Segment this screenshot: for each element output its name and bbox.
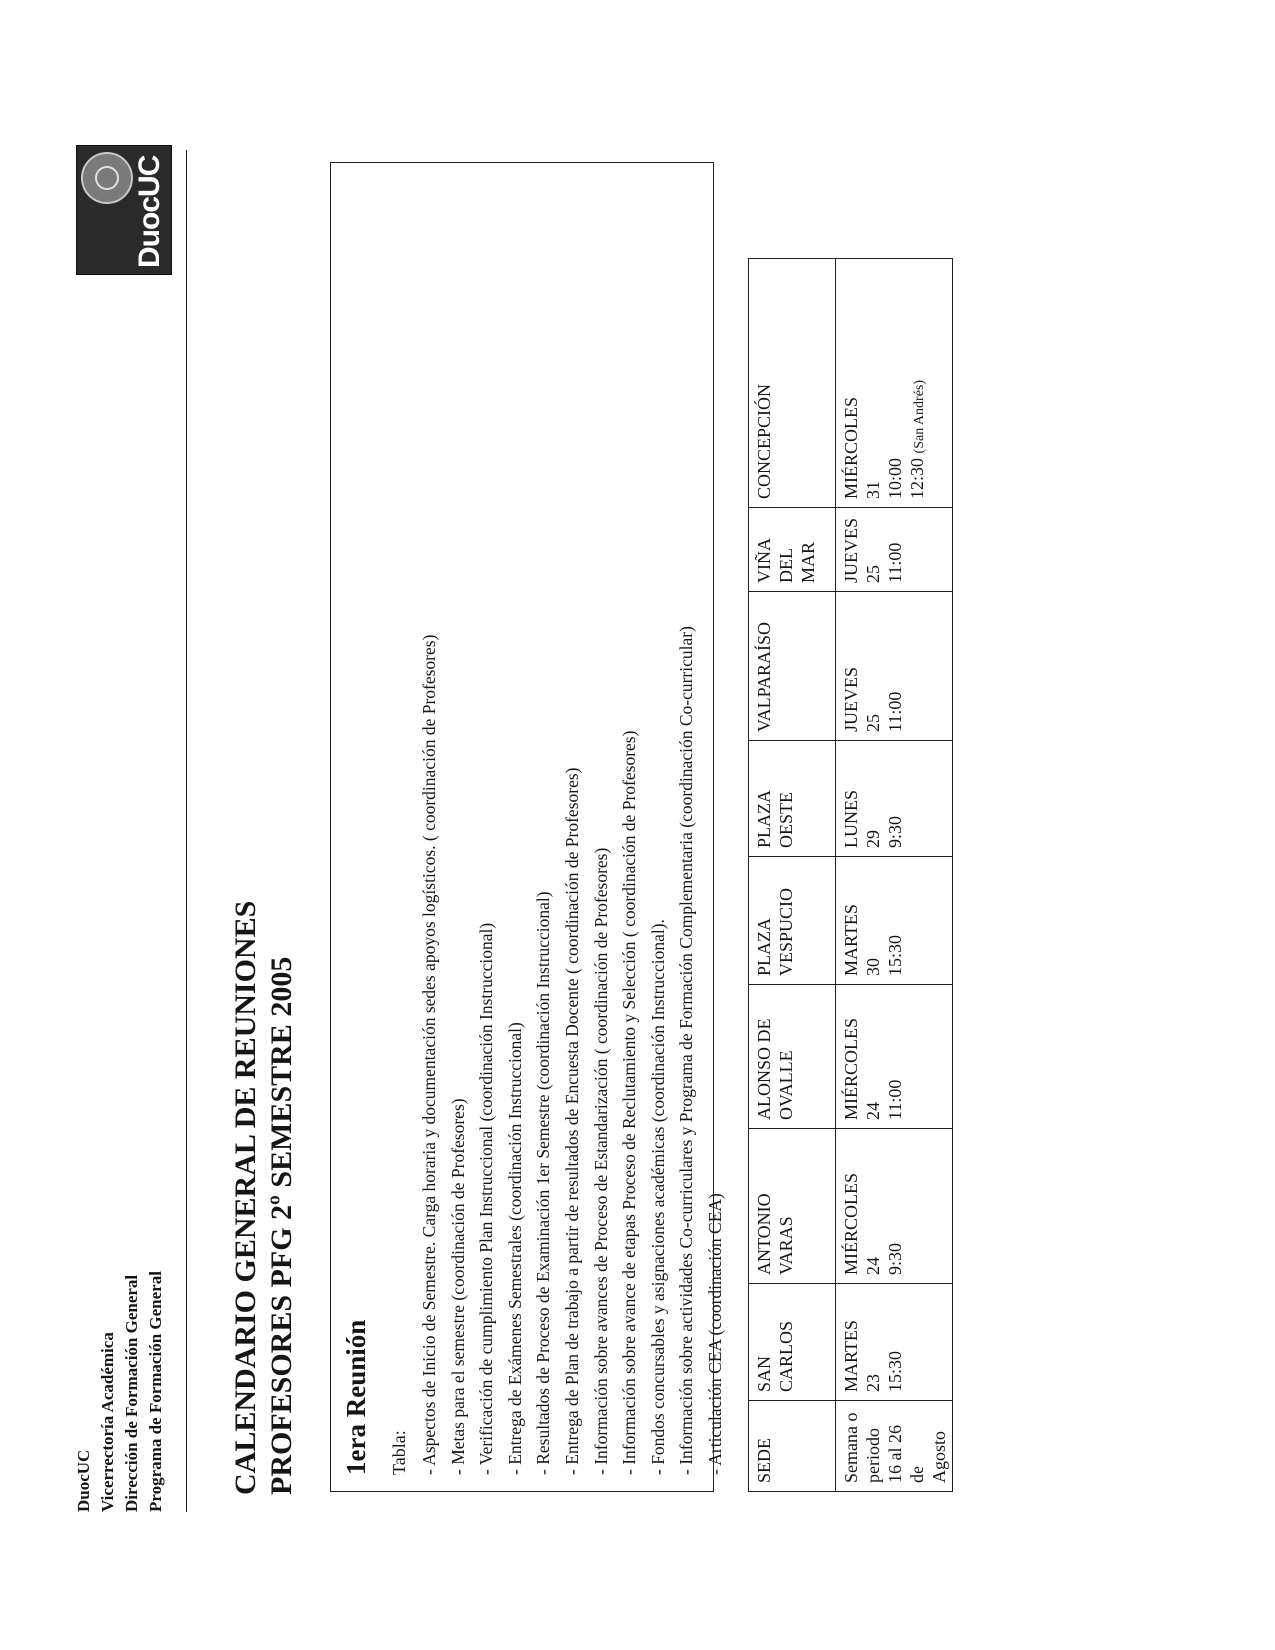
agenda-item: - Aspectos de Inicio de Semestre. Carga horaria y documentación sedes apoyos logísticos. ( coordinación de Profesores) (419, 634, 439, 1475)
agenda-item: - Articulación CEA (coordinación CEA) (704, 1193, 725, 1475)
org-line: Vicerrectoría Académica (98, 1332, 117, 1512)
meeting-day: MARTES (841, 904, 861, 976)
header-cell-vina-del-mar: VIÑA DEL MAR (749, 507, 836, 591)
header-cell-plaza-vespucio: PLAZA VESPUCIO (749, 857, 836, 985)
document-title (228, 901, 300, 1495)
agenda-item: - Fondos concursables y asignaciones académicas (coordinación Instruccional). (647, 919, 668, 1475)
table-row (836, 258, 953, 1491)
header-cell-san-carlos: SAN CARLOS (749, 1284, 836, 1401)
meeting-day: JUEVES (841, 517, 861, 583)
meeting-date: 25 (863, 565, 883, 583)
location-note: (San Andrés) (912, 379, 927, 454)
duocuc-logo (76, 145, 172, 275)
header-cell-plaza-oeste: PLAZA OESTE (749, 741, 836, 857)
meeting-time: 11:00 (885, 691, 905, 732)
agenda-intro: Tabla: (389, 1430, 409, 1475)
meeting-time: 12:30 (907, 457, 927, 499)
meeting-date: 24 (863, 1257, 883, 1275)
meeting-day: JUEVES (841, 666, 861, 732)
meeting-time: 15:30 (885, 1350, 905, 1392)
meeting-time: 9:30 (885, 815, 905, 848)
agenda-heading: 1era Reunión (341, 1319, 371, 1475)
agenda-item: - Información sobre avance de etapas Proceso de Reclutamiento y Selección ( coordinación de Profesores) (619, 730, 640, 1475)
meeting-time: 15:30 (885, 934, 905, 976)
period-cell: Semana o periodo 16 al 26 de Agosto (836, 1401, 953, 1492)
agenda-item: - Verificación de cumplimiento Plan Instruccional (coordinación Instruccional) (476, 922, 497, 1475)
header-cell-alonso-de-ovalle: ALONSO DE OVALLE (749, 985, 836, 1129)
meeting-cell-plaza-oeste (836, 741, 953, 857)
meeting-day: MIÉRCOLES (841, 1017, 861, 1120)
meeting-time: 11:00 (885, 542, 905, 583)
meeting-cell-plaza-vespucio (836, 857, 953, 985)
agenda-list (415, 626, 730, 1475)
meeting-time: 10:00 (885, 457, 905, 499)
meeting-cell-alonso-de-ovalle (836, 985, 953, 1129)
agenda-item: - Resultados de Proceso de Examinación 1er Semestre (coordinación Instruccional) (533, 891, 554, 1475)
meeting-day: LUNES (841, 790, 861, 848)
agenda-item: - Información sobre avances de Proceso de Estandarización ( coordinación de Profesores) (590, 847, 611, 1475)
agenda-item: - Información sobre actividades Co-curriculares y Programa de Formación Complementaria (coordinación Co-curricular) (676, 626, 697, 1475)
meeting-date: 31 (863, 480, 883, 499)
header-divider (186, 150, 187, 1512)
agenda-item: - Entrega de Exámenes Semestrales (coordinación Instruccional) (504, 1022, 525, 1475)
meeting-date: 25 (863, 714, 883, 732)
meeting-cell-antonio-varas (836, 1129, 953, 1284)
meeting-date: 24 (863, 1102, 883, 1120)
header-cell-valparaiso: VALPARAÍSO (749, 592, 836, 741)
table-header-row (749, 258, 836, 1491)
org-line: DuocUC (74, 1449, 93, 1512)
meeting-day: MIÉRCOLES (841, 396, 861, 499)
meeting-cell-concepcion (836, 258, 953, 507)
agenda-box (330, 162, 725, 1492)
header-cell-sede: SEDE (749, 1401, 836, 1492)
meeting-day: MARTES (841, 1320, 861, 1392)
agenda-item: - Entrega de Plan de trabajo a partir de resultados de Encuesta Docente ( coordinación de Profesores) (561, 767, 582, 1475)
org-line: Dirección de Formación General (122, 1274, 141, 1512)
schedule-table (748, 258, 953, 1492)
meeting-date: 23 (863, 1374, 883, 1392)
university-seal-icon (81, 152, 133, 204)
title-line-2: PROFESORES PFG 2º SEMESTRE 2005 (265, 956, 298, 1495)
meeting-cell-valparaiso (836, 592, 953, 741)
agenda-item: - Metas para el semestre (coordinación de Profesores) (447, 1098, 468, 1475)
meeting-cell-san-carlos (836, 1284, 953, 1401)
meeting-time-end (906, 269, 931, 499)
meeting-date: 30 (863, 958, 883, 976)
meeting-cell-vina-del-mar (836, 507, 953, 591)
meeting-time: 11:00 (885, 1079, 905, 1120)
meeting-day: MIÉRCOLES (841, 1172, 861, 1275)
meeting-date: 29 (863, 830, 883, 848)
header-cell-antonio-varas: ANTONIO VARAS (749, 1129, 836, 1284)
header-cell-concepcion: CONCEPCIÓN (749, 258, 836, 507)
logo-wordmark: DuocUC (133, 155, 166, 268)
org-line: Programa de Formación General (146, 1271, 165, 1512)
title-line-1: CALENDARIO GENERAL DE REUNIONES (229, 900, 262, 1495)
institution-header (72, 1271, 168, 1512)
meeting-time: 9:30 (885, 1242, 905, 1275)
